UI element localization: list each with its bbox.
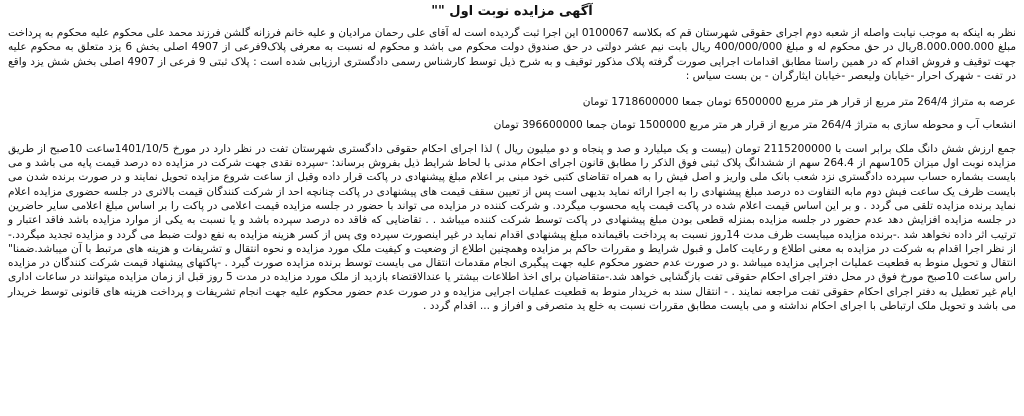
spacer	[8, 109, 1016, 118]
valuation-item-utilities: انشعاب آب و محوطه سازی به متراژ 264/4 متر مربع از قرار هر متر مربع 1500000 تومان جمعا 396600000 تومان	[493, 119, 1016, 132]
spacer	[8, 133, 1016, 142]
auction-conditions-paragraph: جمع ارزش شش دانگ ملک برابر است با 2115200000 تومان (بیست و یک میلیارد و صد و پنجاه و دو میلیون ریال ) لذا اجرای احکام حقوقی دادگستری شهرستان تفت در نظر دارد در مورخ 1401/10/5ساعت 10صبح از طریق مزایده نوبت اول میزان 105سهم از 264.4 سهم از ششدانگ پلاک ثبتی فوق الذکر را مطابق قانون اجرای احکام مدنی با لحاظ شرایط ذیل بفروش برساند: -سپرده نقدی جهت شرکت در مزایده ده درصد قیمت پایه می باشد و می بایست بشماره حساب سپرده دادگستری نزد شعب بانک ملی واریز و اصل فیش را به همراه تقاضای کتبی خود مبنی بر اعلام مبلغ پیشنهادی در پاکت قرار داده وقبل از ساعت شروع مزایده تحویل نمایند و در صورت برنده شدن می بایست ظرف یک ساعت فیش دوم مابه التفاوت ده درصد مبلغ پیشنهادی را به اجرا ارائه نماید بدیهی است پس از تعیین سقف قیمت های پیشنهادی در پاکت چنانچه احد از شرکت کنندگان قیمت بالاتری در جلسه حضوری مزایده اعلام نماید برنده مزایده تلقی می گردد . و بر این اساس قیمت اعلام شده در پاکت قیمت پایه محسوب میگردد. و شرکت کننده در مزایده می تواند با حضور در جلسه مزایده قیمت اعلامی در پاکت را بر اساس مبلغ اعلامی سایر حاضرین در جلسه مزایده افزایش دهد عدم حضور در جلسه مزایده بمنزله قطعی بودن مبلغ پیشنهادی در پاکت توسط شرکت کننده میباشد . . تقاضایی که فاقد ده درصد سپرده باشد و یا نسبت به یکی از موارد مزایده باشد فاقد اعتبار و ترتیب اثر داده نخواهد شد .-برنده مزایده میبایست ظرف مدت 14روز نسبت به پرداخت باقیمانده مبلغ پیشنهادی اقدام نماید در غیر اینصورت سپرده وی پس از کسر هزینه مزایده به نفع دولت ضبط می گردد و مزایده تجدید میگردد.-از نظر اجرا اقدام به شرکت در مزایده به معنی اطلاع و رعایت کامل و قبول شرایط و مقررات حاکم بر مزایده وهمچنین اطلاع از وضعیت و کیفیت ملک مورد مزایده و نحوه انتقال و تشریفات و هزینه های مرتبط با آن میباشد.ضمنا" انتقال و تحویل منوط به قطعیت عملیات اجرایی مزایده میباشد .و در صورت عدم حضور محکوم علیه جهت پیگیری انجام مقدمات انتقال می بایست توسط برنده مزایده صورت گیرد . -پاکتهای پیشنهاد قیمت شرکت کنندگان در مزایده راس ساعت 10صبح مورخ فوق در محل دفتر اجرای احکام حقوقی تفت بازگشایی خواهد شد.-متقاضیان برای اخذ اطلاعات بیشتر یا عندالاقتضاء بازدید از ملک مورد مزایده در مدت 5 روز قبل از زمان مزایده میتوانند در ساعات اداری ایام غیر تعطیل به دفتر اجرای احکام حقوقی تفت مراجعه نمایند . - انتقال سند به خریدار منوط به قطعیت عملیات اجرایی مزایده و در صورت عدم حضور محکوم علیه جهت انجام تشریفات و پرداخت هزینه های قانونی توسط خریدار می باشد و تحویل ملک ارتباطی با اجرای احکام نداشته و می بایست مطابق مقررات نسبت به خلع ید متصرفی و افراز و ... اقدام گردد .	[8, 142, 1017, 313]
valuation-item-land: عرصه به متراژ 264/4 متر مربع از قرار هر متر مربع 6500000 تومان جمعا 1718600000 تومان	[582, 96, 1016, 109]
spacer	[8, 83, 1016, 95]
notice-intro-paragraph: نظر به اینکه به موجب نیابت واصله از شعبه دوم اجرای حقوقی شهرستان قم که بکلاسه 0100067 این اجرا ثبت گردیده است له آقای علی رحمان مرادیان و علیه خانم فرزانه گلشن فرزند محمد علی محکوم علیه محکوم به پرداخت مبلغ 8.000.000.000ریال در حق محکوم له و مبلغ 400/000/000 ریال بابت نیم عشر دولتی در حق صندوق دولت محکوم می باشد و محکوم له نسبت به معرفی پلاک9فرعی از 4907 اصلی بخش 6 یزد متعلق به محکوم علیه جهت توقیف و فروش اقدام که در همین راستا مطابق اقدامات اجرایی صورت گرفته پلاک مذکور توقیف و به شرح ذیل توسط کارشناس رسمی دادگستری ارزیابی شده است : پلاک ثبتی 9 فرعی از 4907 اصلی بخش شش یزد واقع در تفت - شهرک احرار -خیابان ولیعصر -خیابان ایثارگران - بن بست سیاس :	[8, 27, 1017, 82]
notice-title: آگهی مزایده نوبت اول ""	[431, 4, 593, 19]
